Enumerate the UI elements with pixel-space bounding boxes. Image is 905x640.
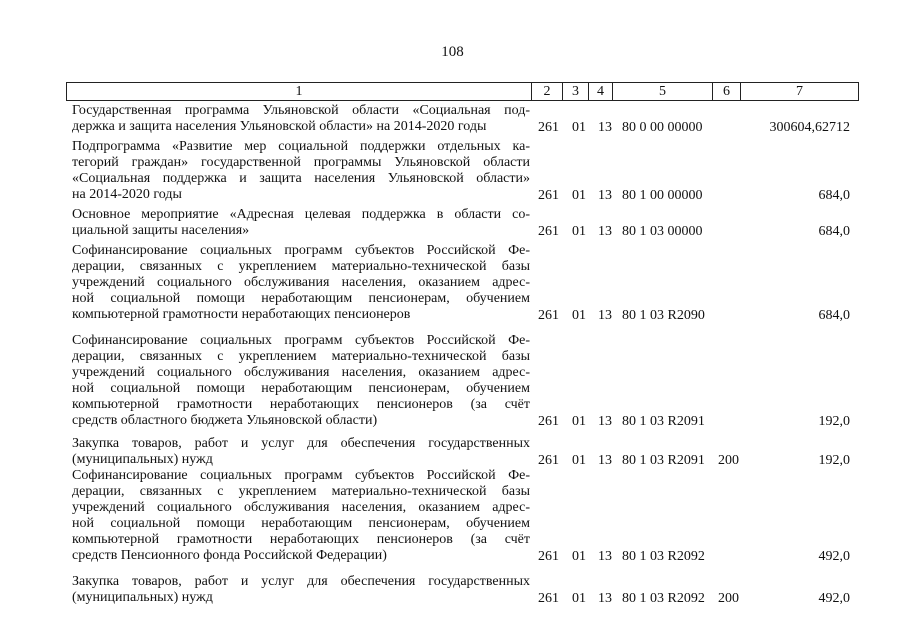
description-line: Закупка товаров, работ и услуг для обеспечения государственных [72,574,530,589]
cell-c5: 80 1 03 R2092 [622,549,705,564]
cell-c5: 80 1 03 R2090 [622,308,705,323]
header-col-5: 5 [612,83,712,100]
cell-c2: 261 [538,549,559,564]
cell-c3: 01 [572,224,586,239]
cell-c5: 80 1 03 R2091 [622,414,705,429]
cell-c2: 261 [538,591,559,606]
row-description [72,574,530,606]
description-line: тегорий граждан» государственной программы Ульяновской области [72,155,530,170]
cell-c2: 261 [538,188,559,203]
cell-c3: 01 [572,188,586,203]
cell-c3: 01 [572,120,586,135]
description-line: ной социальной помощи неработающим пенсионерам, обучением [72,381,530,396]
description-line: циальной защиты населения» [72,223,250,238]
header-col-3: 3 [562,83,588,100]
description-line: держка и защита населения Ульяновской области» на 2014-2020 годы [72,119,487,134]
cell-c7: 684,0 [818,224,850,239]
cell-c7: 684,0 [818,308,850,323]
cell-c3: 01 [572,308,586,323]
cell-c5: 80 0 00 00000 [622,120,703,135]
description-line: Основное мероприятие «Адресная целевая поддержка в области со- [72,207,530,222]
cell-c6: 200 [718,591,739,606]
header-col-4: 4 [588,83,612,100]
cell-c4: 13 [598,308,612,323]
cell-c5: 80 1 03 R2091 [622,453,705,468]
header-col-6: 6 [712,83,740,100]
cell-c3: 01 [572,453,586,468]
description-line: Государственная программа Ульяновской области «Социальная под- [72,103,530,118]
description-line: учреждений социального обслуживания населения, оказанием адрес- [72,500,530,515]
description-line: средств Пенсионного фонда Российской Федерации) [72,548,387,563]
cell-c4: 13 [598,591,612,606]
cell-c5: 80 1 03 R2092 [622,591,705,606]
cell-c6: 200 [718,453,739,468]
cell-c4: 13 [598,414,612,429]
header-col-2: 2 [531,83,562,100]
description-line: Закупка товаров, работ и услуг для обеспечения государственных [72,436,530,451]
description-line: ной социальной помощи неработающим пенсионерам, обучением [72,291,530,306]
description-line: дерации, связанных с укреплением материально-технической базы [72,484,530,499]
row-description [72,436,530,468]
description-line: дерации, связанных с укреплением материально-технической базы [72,259,530,274]
cell-c3: 01 [572,414,586,429]
cell-c3: 01 [572,549,586,564]
description-line: учреждений социального обслуживания населения, оказанием адрес- [72,275,530,290]
row-description [72,468,530,564]
cell-c4: 13 [598,549,612,564]
row-description [72,207,530,239]
description-line: на 2014-2020 годы [72,187,182,202]
description-line: компьютерной грамотности неработающих пенсионеров [72,307,411,322]
description-line: Софинансирование социальных программ субъектов Российской Фе- [72,468,530,483]
description-line: компьютерной грамотности неработающих пенсионеров (за счёт [72,532,530,547]
cell-c4: 13 [598,224,612,239]
description-line: «Социальная поддержка и защита населения Ульяновской области» [72,171,530,186]
cell-c4: 13 [598,120,612,135]
description-line: учреждений социального обслуживания населения, оказанием адрес- [72,365,530,380]
row-description [72,103,530,135]
description-line: средств областного бюджета Ульяновской области) [72,413,378,428]
cell-c2: 261 [538,414,559,429]
header-col-1: 1 [66,83,531,100]
table-header [66,82,859,101]
cell-c4: 13 [598,188,612,203]
cell-c2: 261 [538,120,559,135]
cell-c7: 192,0 [818,414,850,429]
description-line: дерации, связанных с укреплением материально-технической базы [72,349,530,364]
description-line: ной социальной помощи неработающим пенсионерам, обучением [72,516,530,531]
cell-c7: 684,0 [818,188,850,203]
description-line: Подпрограмма «Развитие мер социальной поддержки отдельных ка- [72,139,530,154]
cell-c7: 492,0 [818,549,850,564]
cell-c7: 192,0 [818,453,850,468]
description-line: (муниципальных) нужд [72,452,213,467]
description-line: (муниципальных) нужд [72,590,213,605]
description-line: Софинансирование социальных программ субъектов Российской Фе- [72,333,530,348]
row-description [72,333,530,429]
page-number: 108 [441,44,464,60]
row-description [72,139,530,203]
cell-c7: 300604,62712 [769,120,850,135]
description-line: компьютерной грамотности неработающих пенсионеров (за счёт [72,397,530,412]
cell-c2: 261 [538,453,559,468]
cell-c7: 492,0 [818,591,850,606]
cell-c5: 80 1 03 00000 [622,224,703,239]
header-col-7: 7 [740,83,859,100]
cell-c2: 261 [538,224,559,239]
cell-c2: 261 [538,308,559,323]
row-description [72,243,530,323]
cell-c3: 01 [572,591,586,606]
cell-c5: 80 1 00 00000 [622,188,703,203]
cell-c4: 13 [598,453,612,468]
description-line: Софинансирование социальных программ субъектов Российской Фе- [72,243,530,258]
